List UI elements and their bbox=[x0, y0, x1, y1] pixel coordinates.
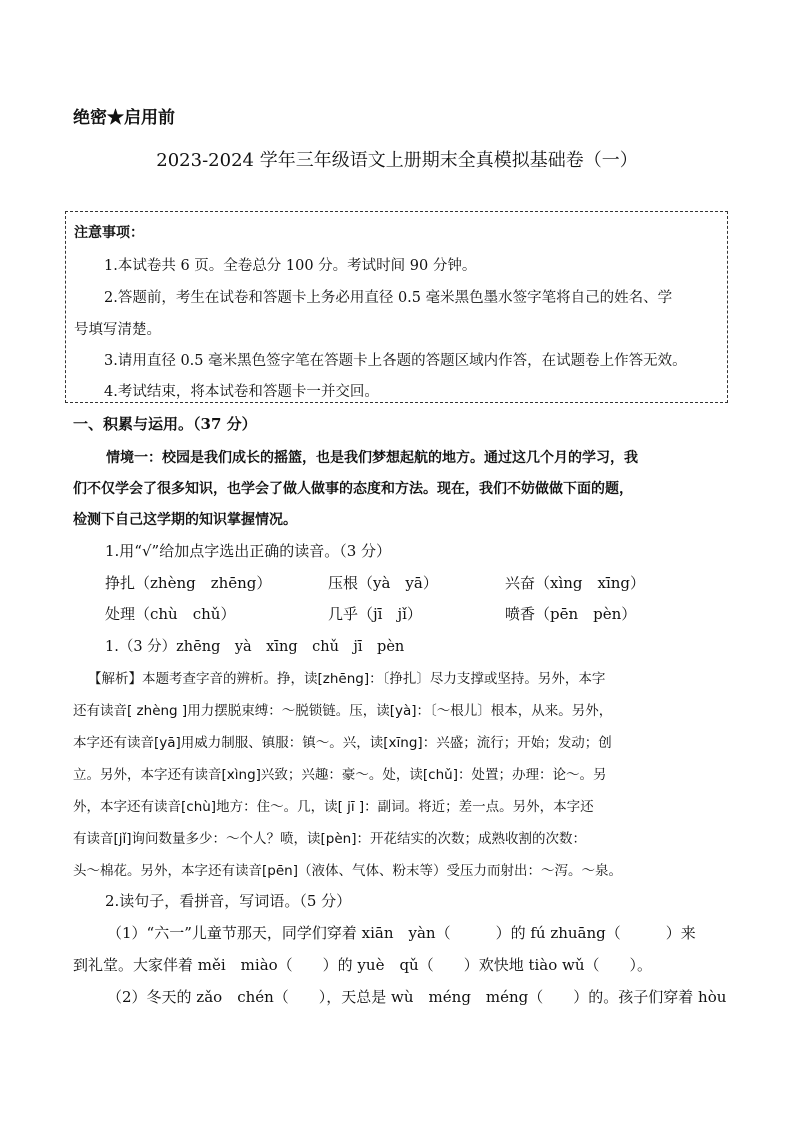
question-2-line: （1）“六一”儿童节那天，同学们穿着 xiān yàn（ ）的 fú zhuāng（ ）来 bbox=[107, 924, 696, 942]
confidential-label: 绝密★启用前 bbox=[73, 108, 175, 128]
notice-item: 4.考试结束，将本试卷和答题卡一并交回。 bbox=[104, 384, 379, 400]
analysis-line: 【解析】本题考查字音的辨析。挣，读[zhēng]：〔挣扎〕尽力支撑或坚持。另外，本字 bbox=[88, 671, 606, 687]
notice-item: 2.答题前，考生在试卷和答题卡上务必用直径 0.5 毫米黑色墨水签字笔将自己的姓名、学 bbox=[104, 290, 673, 306]
analysis-line: 立。另外，本字还有读音[xìng]兴致；兴趣：豪～。处，读[chǔ]：处置；办理：论～。另 bbox=[73, 767, 607, 783]
pinyin-option: 几乎（jī jǐ） bbox=[328, 605, 422, 623]
pinyin-option: 挣扎（zhèng zhēng） bbox=[105, 574, 272, 592]
exam-title: 2023-2024 学年三年级语文上册期末全真模拟基础卷（一） bbox=[156, 150, 638, 171]
question-2-line: 到礼堂。大家伴着 měi miào（ ）的 yuè qǔ（ ）欢快地 tiào wǔ（ ）。 bbox=[73, 956, 653, 974]
context-line: 检测下自己这学期的知识掌握情况。 bbox=[73, 512, 297, 528]
context-line: 情境一：校园是我们成长的摇篮，也是我们梦想起航的地方。通过这几个月的学习，我 bbox=[106, 450, 638, 466]
notice-box bbox=[65, 211, 728, 403]
analysis-line: 外，本字还有读音[chù]地方：住～。几，读[ jī ]：副词。将近；差一点。另外，本字还 bbox=[73, 799, 594, 815]
question-1-prompt: 1.用“√”给加点字选出正确的读音。（3 分） bbox=[105, 542, 392, 560]
pinyin-option: 处理（chù chǔ） bbox=[105, 605, 236, 623]
question-2-prompt: 2.读句子，看拼音，写词语。（5 分） bbox=[105, 892, 352, 910]
pinyin-option: 压根（yà yā） bbox=[328, 574, 438, 592]
pinyin-option: 兴奋（xìng xīng） bbox=[505, 574, 646, 592]
analysis-line: 头～棉花。另外，本字还有读音[pēn]（液体、气体、粉末等）受压力而射出：～泻。～泉。 bbox=[73, 863, 622, 879]
notice-item: 1.本试卷共 6 页。全卷总分 100 分。考试时间 90 分钟。 bbox=[104, 258, 477, 274]
notice-item: 号填写清楚。 bbox=[74, 322, 161, 338]
notice-heading: 注意事项： bbox=[74, 225, 144, 241]
pinyin-option: 喷香（pēn pèn） bbox=[505, 605, 637, 623]
section-heading: 一、积累与运用。（37 分） bbox=[73, 415, 257, 433]
context-line: 们不仅学会了很多知识，也学会了做人做事的态度和方法。现在，我们不妨做做下面的题， bbox=[73, 481, 633, 497]
question-1-answer: 1.（3 分）zhēng yà xīng chǔ jī pèn bbox=[105, 639, 405, 655]
question-2-line: （2）冬天的 zǎo chén（ ），天总是 wù méng méng（ ）的。孩子们穿着 hòu bbox=[107, 988, 727, 1006]
notice-item: 3.请用直径 0.5 毫米黑色签字笔在答题卡上各题的答题区域内作答，在试题卷上作答无效。 bbox=[104, 353, 687, 369]
analysis-line: 有读音[jǐ]询问数量多少：～个人？喷，读[pèn]：开花结实的次数；成熟收割的次数： bbox=[73, 831, 586, 847]
analysis-line: 本字还有读音[yā]用威力制服、镇服：镇～。兴，读[xīng]：兴盛；流行；开始；发动；创 bbox=[73, 735, 612, 751]
analysis-line: 还有读音[ zhèng ]用力摆脱束缚：～脱锁链。压，读[yà]：〔～根儿〕根本，从来。另外， bbox=[73, 703, 613, 719]
